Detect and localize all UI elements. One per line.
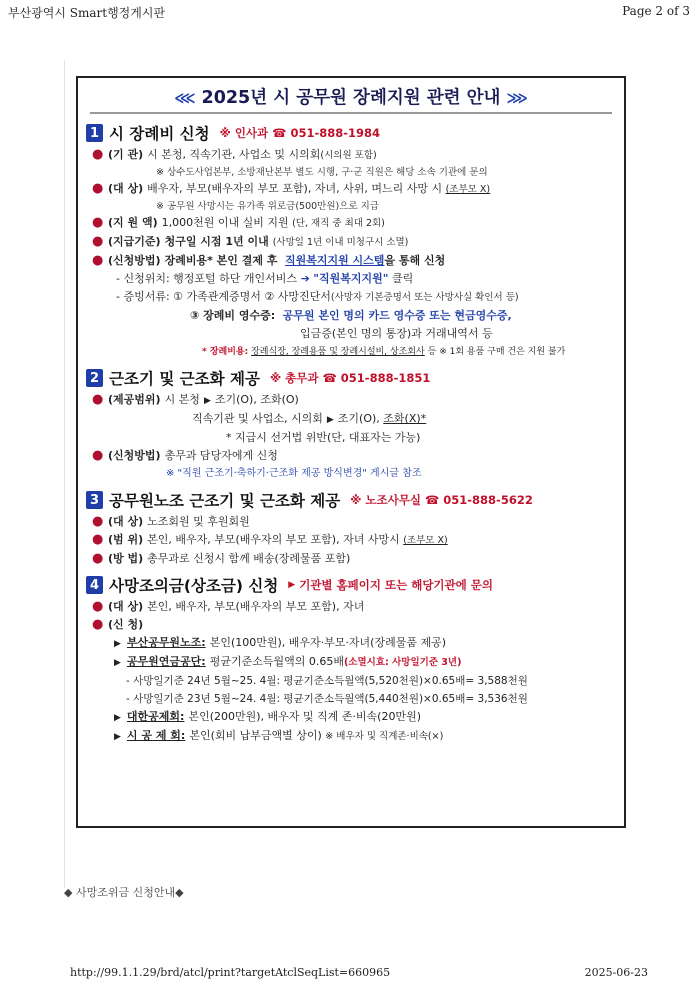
list-note: ※ 공무원 사망시는 유가족 위로금(500만원)으로 지급 [156,201,379,212]
section-4-header [86,572,616,598]
section-title: 공무원노조 근조기 및 근조화 제공 [109,492,341,510]
bullet-icon: ● [92,617,104,632]
list-footnote: * 장례비용: 장례식장, 장례용품 및 장례시설비, 상조회사 등 ※ 1회 용품 구매 건은 지원 불가 [202,347,566,357]
section-title: 사망조의금(상조금) 신청 [109,577,279,595]
section-contact: 기관별 홈페이지 또는 해당기관에 문의 [299,578,493,592]
section-3-header [86,487,616,513]
triangle-right-icon: ▶ [114,658,121,668]
list-item: ● (방 법) 총무과로 신청시 함께 배송(장례물품 포함) [92,551,351,566]
triangle-right-icon: ▶ [114,732,121,742]
list-subitem: 입금증(본인 명의 통장)과 거래내역서 등 [300,327,493,340]
double-chevron-right-icon: ⋙ [506,89,528,107]
list-item: ● (신 청) [92,617,144,632]
triangle-right-icon: ▶ [114,713,121,723]
bullet-icon: ● [92,147,104,162]
bullet-icon: ● [92,532,104,547]
list-item: ● (범 위) 본인, 배우자, 부모(배우자의 부모 포함), 자녀 사망시 (조부모 X) [92,532,448,547]
section-1-header [86,120,616,146]
list-item: ● (대 상) 노조회원 및 후원회원 [92,514,250,529]
list-detail: - 사망일기준 23년 5월~24. 4월: 평균기준소득월액(5,440천원)×0.65배= 3,536천원 [126,693,528,705]
section-number: 3 [86,491,103,509]
content-left-border [64,60,65,888]
bullet-icon: ● [92,215,104,230]
list-subitem: ▶ 부산공무원노조: 본인(100만원), 배우자·부모·자녀(장례물품 제공) [86,634,616,653]
bullet-icon: ● [92,551,104,566]
section-2-header [86,365,616,391]
section-contact: ※ 노조사무실 ☎ 051-888-5622 [350,493,533,507]
print-date: 2025-06-23 [584,966,648,979]
section-title: 근조기 및 근조화 제공 [109,370,260,388]
section-number: 2 [86,369,103,387]
list-item: ● (대 상) 본인, 배우자, 부모(배우자의 부모 포함), 자녀 [92,599,365,614]
list-subitem: ③ 장례비 영수증: 공무원 본인 명의 카드 영수증 또는 현금영수증, [190,309,512,322]
bullet-icon: ● [92,253,104,268]
notice-title: ⋘ 2025년 시 공무원 장례지원 관련 안내 ⋙ [90,84,612,114]
list-subitem: ▶ 공무원연금공단: 평균기준소득월액의 0.65배 (소멸시효: 사망일기준 3년) [86,653,616,672]
bullet-icon: ● [92,234,104,249]
bullet-icon: ● [92,599,104,614]
section-number: 4 [86,576,103,594]
list-subitem: - 증빙서류: ① 가족관계증명서 ② 사망진단서 (사망자 기본증명서 또는 사망사실 확인서 등) [116,290,519,303]
page-indicator: Page 2 of 3 [622,4,690,18]
arrow-right-icon: ➔ [300,272,310,285]
triangle-right-icon: ▶ [326,415,334,425]
section-number: 1 [86,124,103,142]
list-subitem: ▶ 대한공제회: 본인(200만원), 배우자 및 직계 존·비속(20만원) [86,708,616,727]
list-item: ● (제공범위) 시 본청 ▶ 조기(O), 조화(O) [86,391,616,410]
print-url: http://99.1.1.29/brd/atcl/print?targetAtclSeqList=660965 [70,966,391,979]
triangle-right-icon: ▶ [203,396,211,406]
list-item: ● (신청방법) 총무과 담당자에게 신청 [92,448,278,463]
section-contact: ※ 총무과 ☎ 051-888-1851 [269,371,431,385]
list-detail: - 사망일기준 24년 5월~25. 4월: 평균기준소득월액(5,520천원)×0.65배= 3,588천원 [126,675,528,687]
attachment-caption: ◆ 사망조위금 신청안내◆ [64,886,184,899]
list-subitem: 직속기관 및 사업소, 시의회 ▶ 조기(O), 조화(X)* [86,410,616,429]
bullet-icon: ● [92,392,104,407]
list-note: ※ 상수도사업본부, 소방재난본부 별도 시행, 구·군 직원은 해당 소속 기관에 문의 [156,167,488,178]
bullet-icon: ● [92,448,104,463]
list-item: ● (대 상) 배우자, 부모(배우자의 부모 포함), 자녀, 사위, 며느리 사망 시 (조부모 X) [92,181,491,196]
list-subitem: ▶ 시 공 제 회: 본인(회비 납부금액별 상이) ※ 배우자 및 직계존·비속(×) [86,727,616,746]
list-note: ※ "직원 근조기·축하기·근조화 제공 방식변경" 게시글 참조 [166,468,422,479]
bullet-icon: ● [92,181,104,196]
list-item: ● (신청방법) 장례비용* 본인 결제 후 직원복지지원 시스템 을 통해 신청 [92,253,446,268]
triangle-right-icon: ▶ [114,639,121,649]
section-title: 시 장례비 신청 [109,125,210,143]
list-item: ● (지 원 액) 1,000천원 이내 실비 지원 (단, 재직 중 최대 2회) [92,215,385,230]
notice-image [76,76,626,828]
list-item: ● (지급기준) 청구일 시점 1년 이내 (사망일 1년 이내 미청구시 소멸) [92,234,409,249]
list-item: ● (기 관) 시 본청, 직속기관, 사업소 및 시의회 (시의원 포함) [92,147,377,162]
bullet-icon: ● [92,514,104,529]
list-subitem: - 신청위치: 행정포털 하단 개인서비스 ➔ "직원복지지원" 클릭 [86,270,616,288]
double-chevron-left-icon: ⋘ [174,89,196,107]
list-subitem: * 지급시 선거법 위반(단, 대표자는 가능) [226,431,421,444]
section-contact: ※ 인사과 ☎ 051-888-1984 [219,126,381,140]
triangle-right-icon: ▶ [288,580,296,590]
site-title: 부산광역시 Smart행정게시판 [8,6,166,20]
